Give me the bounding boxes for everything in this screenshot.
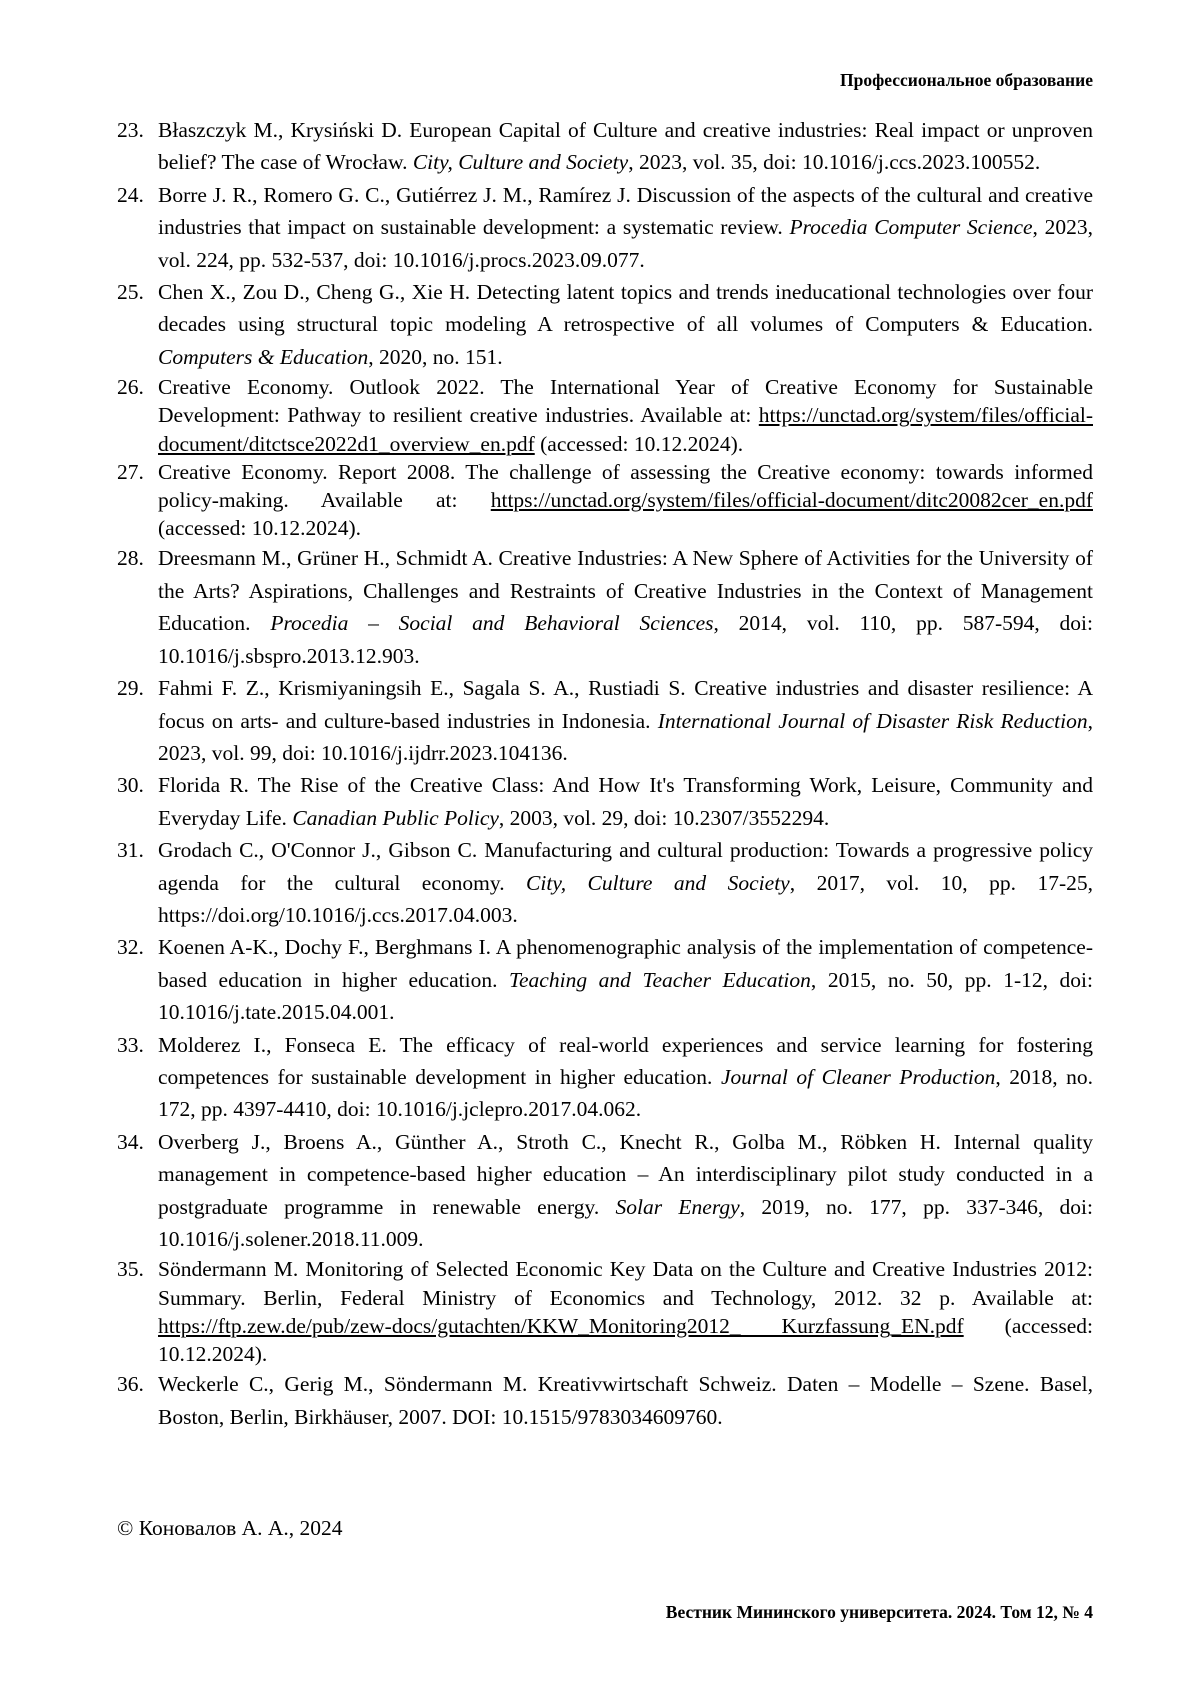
reference-number: 28. [117, 542, 144, 574]
reference-text: Błaszczyk M., Krysiński D. European Capital of Culture and creative industries: Real impact or unproven belief? The case of Wrocław. [158, 118, 1093, 174]
reference-number: 27. [117, 458, 144, 486]
reference-number: 32. [117, 931, 144, 963]
reference-number: 33. [117, 1029, 144, 1061]
reference-link[interactable]: https://unctad.org/system/files/official-document/ditctsce2022d1_overview_en.pdf [158, 403, 1093, 455]
reference-number: 34. [117, 1126, 144, 1158]
reference-number: 36. [117, 1368, 144, 1400]
reference-text: Borre J. R., Romero G. C., Gutiérrez J. M., Ramírez J. Discussion of the aspects of the cultural and creative industries that impact on sustainable development: a systematic review. [158, 183, 1093, 239]
reference-item [117, 458, 1093, 543]
journal-title: Solar Energy [616, 1195, 740, 1219]
reference-text: , 2023, vol. 99, doi: 10.1016/j.ijdrr.2023.104136. [158, 709, 1093, 765]
reference-list [117, 114, 1093, 1433]
reference-link[interactable]: https://unctad.org/system/files/official-document/ditc20082cer_en.pdf [491, 488, 1093, 512]
journal-title: City, Culture and Society [526, 871, 790, 895]
reference-text: (accessed: 10.12.2024). [535, 432, 743, 456]
reference-number: 30. [117, 769, 144, 801]
reference-text: , 2023, vol. 224, pp. 532-537, doi: 10.1016/j.procs.2023.09.077. [158, 215, 1093, 271]
reference-number: 31. [117, 834, 144, 866]
reference-text: Dreesmann M., Grüner H., Schmidt A. Creative Industries: A New Sphere of Activities for the University of the Arts? Aspirations, Challenges and Restraints of Creative Industries in the Context of Management Education. [158, 546, 1093, 635]
journal-title: Teaching and Teacher Education [509, 968, 811, 992]
reference-number: 25. [117, 276, 144, 308]
reference-text: , 2019, no. 177, pp. 337-346, doi: 10.1016/j.solener.2018.11.009. [158, 1195, 1093, 1251]
reference-item [117, 276, 1093, 373]
running-footer: Вестник Мининского университета. 2024. Том 12, № 4 [666, 1602, 1093, 1623]
reference-item [117, 373, 1093, 458]
reference-text: , 2014, vol. 110, pp. 587-594, doi: 10.1016/j.sbspro.2013.12.903. [158, 611, 1093, 667]
copyright-notice: © Коновалов А. А., 2024 [117, 1516, 343, 1541]
journal-title: International Journal of Disaster Risk Reduction [658, 709, 1088, 733]
reference-item [117, 1255, 1093, 1368]
reference-text: (accessed: 10.12.2024). [158, 516, 361, 540]
journal-title: Computers & Education [158, 345, 368, 369]
journal-title: Procedia – Social and Behavioral Sciences [270, 611, 713, 635]
reference-item [117, 542, 1093, 672]
reference-text: Creative Economy. Report 2008. The challenge of assessing the Creative economy: towards informed policy-making. Available at: [158, 460, 1093, 512]
reference-text: Creative Economy. Outlook 2022. The International Year of Creative Economy for Sustainable Development: Pathway to resilient creative industries. Available at: [158, 375, 1093, 427]
reference-item [117, 179, 1093, 276]
reference-text: , 2018, no. 172, pp. 4397-4410, doi: 10.1016/j.jclepro.2017.04.062. [158, 1065, 1093, 1121]
reference-text: Chen X., Zou D., Cheng G., Xie H. Detecting latent topics and trends ineducational technologies over four decades using structural topic modeling A retrospective of all volumes of Computers & Education. [158, 280, 1093, 336]
reference-text: , 2003, vol. 29, doi: 10.2307/3552294. [499, 806, 829, 830]
reference-number: 29. [117, 672, 144, 704]
reference-text: Molderez I., Fonseca E. The efficacy of real-world experiences and service learning for fostering competences for sustainable development in higher education. [158, 1033, 1093, 1089]
reference-text: Koenen A-K., Dochy F., Berghmans I. A phenomenographic analysis of the implementation of competence-based education in higher education. [158, 935, 1093, 991]
reference-text: , 2020, no. 151. [368, 345, 502, 369]
reference-item [117, 1368, 1093, 1433]
reference-link[interactable]: https://ftp.zew.de/pub/zew-docs/gutachten/KKW_Monitoring2012_ Kurzfassung_EN.pdf [158, 1314, 964, 1338]
reference-text: (accessed: 10.12.2024). [158, 1314, 1093, 1366]
reference-item [117, 672, 1093, 769]
reference-number: 23. [117, 114, 144, 146]
journal-title: Procedia Computer Science [789, 215, 1032, 239]
reference-number: 35. [117, 1255, 144, 1283]
reference-item [117, 1029, 1093, 1126]
reference-text: , 2015, no. 50, pp. 1-12, doi: 10.1016/j.tate.2015.04.001. [158, 968, 1093, 1024]
reference-item [117, 114, 1093, 179]
reference-text: Söndermann M. Monitoring of Selected Economic Key Data on the Culture and Creative Industries 2012: Summary. Berlin, Federal Ministry of Economics and Technology, 2012. 32 p. Available at: [158, 1257, 1093, 1309]
reference-text: Grodach C., O'Connor J., Gibson C. Manufacturing and cultural production: Towards a progressive policy agenda for the cultural economy. [158, 838, 1093, 894]
journal-title: Journal of Cleaner Production [721, 1065, 995, 1089]
running-header: Профессиональное образование [840, 70, 1093, 91]
reference-number: 24. [117, 179, 144, 211]
reference-text: Overberg J., Broens A., Günther A., Stroth C., Knecht R., Golba M., Röbken H. Internal quality management in competence-based higher education – An interdisciplinary pilot study conducted in a postgraduate programme in renewable energy. [158, 1130, 1093, 1219]
reference-text: Fahmi F. Z., Krismiyaningsih E., Sagala S. A., Rustiadi S. Creative industries and disaster resilience: A focus on arts- and culture-based industries in Indonesia. [158, 676, 1093, 732]
reference-item [117, 1126, 1093, 1256]
journal-title: Canadian Public Policy [292, 806, 499, 830]
journal-title: City, Culture and Society [413, 150, 628, 174]
reference-text: Florida R. The Rise of the Creative Class: And How It's Transforming Work, Leisure, Community and Everyday Life. [158, 773, 1093, 829]
reference-item [117, 931, 1093, 1028]
reference-text: , 2023, vol. 35, doi: 10.1016/j.ccs.2023.100552. [628, 150, 1040, 174]
reference-item [117, 834, 1093, 931]
reference-text: Weckerle C., Gerig M., Söndermann M. Kreativwirtschaft Schweiz. Daten – Modelle – Szene. Basel, Boston, Berlin, Birkhäuser, 2007. DOI: 10.1515/9783034609760. [158, 1372, 1093, 1428]
reference-number: 26. [117, 373, 144, 401]
reference-item [117, 769, 1093, 834]
reference-text: , 2017, vol. 10, pp. 17-25, https://doi.org/10.1016/j.ccs.2017.04.003. [158, 871, 1093, 927]
